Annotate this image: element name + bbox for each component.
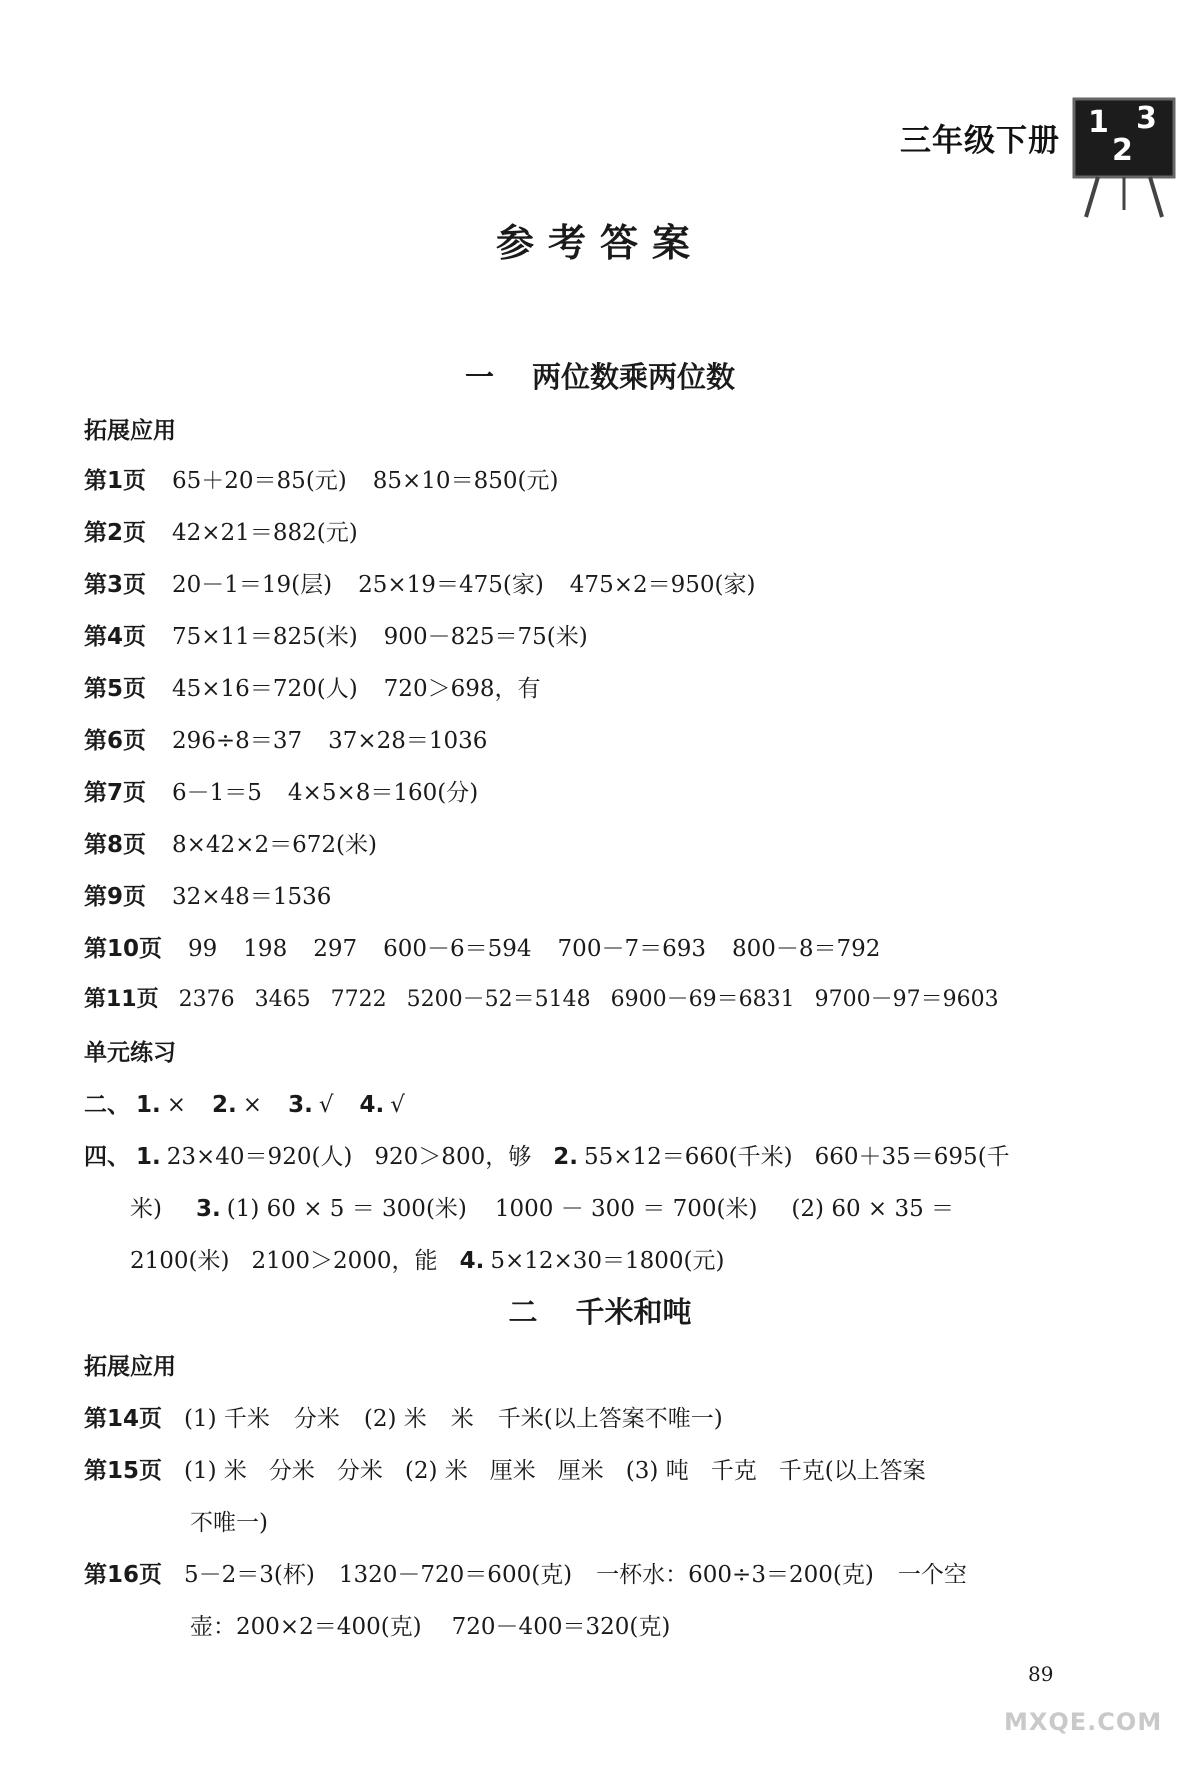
answer: 6－1＝5 <box>172 780 262 806</box>
answer-continuation <box>190 1504 268 1537</box>
answer: 720－400＝320(克) <box>451 1614 671 1640</box>
answer-line <box>84 774 504 807</box>
unit-answer-line <box>84 1138 1010 1171</box>
answer: (3) 吨 <box>625 1458 689 1484</box>
chapter-name: 千米和吨 <box>575 1295 692 1329</box>
answer-line <box>84 514 384 547</box>
answer: 米) <box>130 1196 162 1222</box>
answer: 8×42×2＝672(米) <box>172 832 377 858</box>
page-ref: 第16页 <box>84 1562 163 1588</box>
chapter-number: 二 <box>508 1295 538 1329</box>
answer: 2376 <box>178 987 235 1012</box>
answer: 7722 <box>330 987 387 1012</box>
page-ref: 第3页 <box>84 572 147 598</box>
question-number: 2. <box>212 1092 237 1118</box>
answer: 一杯水：600÷3＝200(克) <box>596 1562 874 1588</box>
answer: 37×28＝1036 <box>328 728 488 754</box>
answer-line <box>84 826 403 859</box>
answer: 297 <box>313 936 358 962</box>
question-group: 二、 <box>84 1092 130 1118</box>
section-label: 单元练习 <box>84 1040 176 1066</box>
answer: 2100(米) <box>130 1248 230 1274</box>
section-label: 拓展应用 <box>84 418 176 444</box>
answer-line <box>84 462 584 495</box>
answer: 660＋35＝695(千 <box>814 1144 1010 1170</box>
page-ref: 第6页 <box>84 728 147 754</box>
question-number: 1. <box>136 1092 161 1118</box>
answer: (2) 米 <box>363 1406 427 1432</box>
answer: 不唯一) <box>190 1510 268 1536</box>
chapter-2-heading <box>0 1290 1200 1331</box>
answer: 5×12×30＝1800(元) <box>490 1248 725 1274</box>
answer-line <box>84 1452 926 1485</box>
board-digit: 1 <box>1088 105 1109 140</box>
answer: 分米 <box>336 1458 383 1484</box>
question-number: 4. <box>459 1248 485 1274</box>
answer: 3465 <box>254 987 311 1012</box>
board-digit: 3 <box>1136 101 1157 136</box>
answer: 99 <box>188 936 218 962</box>
answer: 厘米 <box>557 1458 604 1484</box>
answer: 55×12＝660(千米) <box>583 1144 793 1170</box>
answer: 6900－69＝6831 <box>610 987 795 1012</box>
page-ref: 第2页 <box>84 520 147 546</box>
page-ref: 第1页 <box>84 468 147 494</box>
answer: 2100＞2000，能 <box>251 1248 438 1274</box>
answer-mark: × <box>166 1092 187 1118</box>
question-number: 1. <box>136 1144 161 1170</box>
page-ref: 第4页 <box>84 624 147 650</box>
answer-line <box>84 670 566 703</box>
answer: 920＞800，够 <box>374 1144 532 1170</box>
answer: 一个空 <box>897 1562 967 1588</box>
answer-line <box>84 878 357 911</box>
board-digits <box>1068 95 1180 175</box>
answer: (1) 60 × 5 ＝ 300(米) <box>226 1196 467 1222</box>
answer: 475×2＝950(家) <box>569 572 756 598</box>
answer: 296÷8＝37 <box>172 728 303 754</box>
answer-line <box>84 1556 967 1589</box>
chapter-number: 一 <box>464 360 494 394</box>
answer-mark: × <box>242 1092 263 1118</box>
answer: (2) 米 <box>404 1458 468 1484</box>
board-digit: 2 <box>1112 133 1133 168</box>
answer: 25×19＝475(家) <box>358 572 544 598</box>
answer: 千克 <box>710 1458 757 1484</box>
answer: 厘米 <box>489 1458 536 1484</box>
answer: 20－1＝19(层) <box>172 572 333 598</box>
answer: 5－2＝3(杯) <box>184 1562 315 1588</box>
page-ref: 第7页 <box>84 780 147 806</box>
chalkboard-icon <box>1068 95 1180 220</box>
page-ref: 第5页 <box>84 676 147 702</box>
answer: 75×11＝825(米) <box>172 624 358 650</box>
page-ref: 第11页 <box>84 987 159 1012</box>
answer: 600－6＝594 <box>383 936 532 962</box>
answer-line <box>84 566 781 599</box>
answer: 720＞698，有 <box>383 676 541 702</box>
page-ref: 第8页 <box>84 832 147 858</box>
grade-label: 三年级下册 <box>900 123 1060 159</box>
page-ref: 第15页 <box>84 1458 163 1484</box>
answer: (1) 千米 <box>184 1406 270 1432</box>
answer: 23×40＝920(人) <box>166 1144 353 1170</box>
question-number: 4. <box>359 1092 385 1118</box>
answer: 壶：200×2＝400(克) <box>190 1614 422 1640</box>
section-label: 拓展应用 <box>84 1354 176 1380</box>
page-ref: 第9页 <box>84 884 147 910</box>
answer: 9700－97＝9603 <box>814 987 999 1012</box>
question-number: 3. <box>288 1092 313 1118</box>
chapter-name: 两位数乘两位数 <box>532 360 736 394</box>
answer: 45×16＝720(人) <box>172 676 358 702</box>
page-ref: 第14页 <box>84 1406 163 1432</box>
answer: 700－7＝693 <box>557 936 706 962</box>
answer: 85×10＝850(元) <box>372 468 559 494</box>
question-number: 3. <box>195 1196 221 1222</box>
answer: 千克(以上答案 <box>778 1458 926 1484</box>
answer: (1) 米 <box>184 1458 247 1484</box>
page-ref: 第10页 <box>84 936 163 962</box>
answer: 900－825＝75(米) <box>383 624 588 650</box>
answer: 1000 － 300 ＝ 700(米) <box>494 1196 758 1222</box>
answer-line <box>84 722 513 755</box>
answer-mark: √ <box>390 1092 405 1118</box>
question-group: 四、 <box>84 1144 130 1170</box>
answer-line <box>84 1400 723 1433</box>
answer: 米 <box>450 1406 474 1432</box>
answer: 分米 <box>293 1406 340 1432</box>
answer-mark: √ <box>318 1092 334 1118</box>
answer: 32×48＝1536 <box>172 884 332 910</box>
question-number: 2. <box>553 1144 578 1170</box>
answer-continuation <box>190 1608 670 1641</box>
answer: 800－8＝792 <box>731 936 881 962</box>
unit-answer-continuation <box>130 1190 954 1223</box>
answer-line <box>84 982 999 1013</box>
answer: 分米 <box>268 1458 315 1484</box>
answer: (2) 60 × 35 ＝ <box>791 1196 955 1222</box>
answer: 65＋20＝85(元) <box>172 468 347 494</box>
unit-answer-line <box>84 1086 431 1119</box>
answer: 1320－720＝600(克) <box>338 1562 573 1588</box>
chapter-1-heading <box>0 355 1200 396</box>
page-number: 89 <box>1028 1662 1054 1686</box>
page-title: 参考答案 <box>495 221 704 265</box>
answer: 5200－52＝5148 <box>406 987 591 1012</box>
answer: 千米(以上答案不唯一) <box>497 1406 723 1432</box>
answer: 198 <box>243 936 288 962</box>
answer-line <box>84 930 906 963</box>
grade-badge <box>900 95 1180 215</box>
watermark: MXQE.COM <box>1004 1708 1163 1736</box>
answer-line <box>84 618 614 651</box>
unit-answer-continuation <box>130 1242 725 1275</box>
answer: 42×21＝882(元) <box>172 520 358 546</box>
answer: 4×5×8＝160(分) <box>287 780 479 806</box>
